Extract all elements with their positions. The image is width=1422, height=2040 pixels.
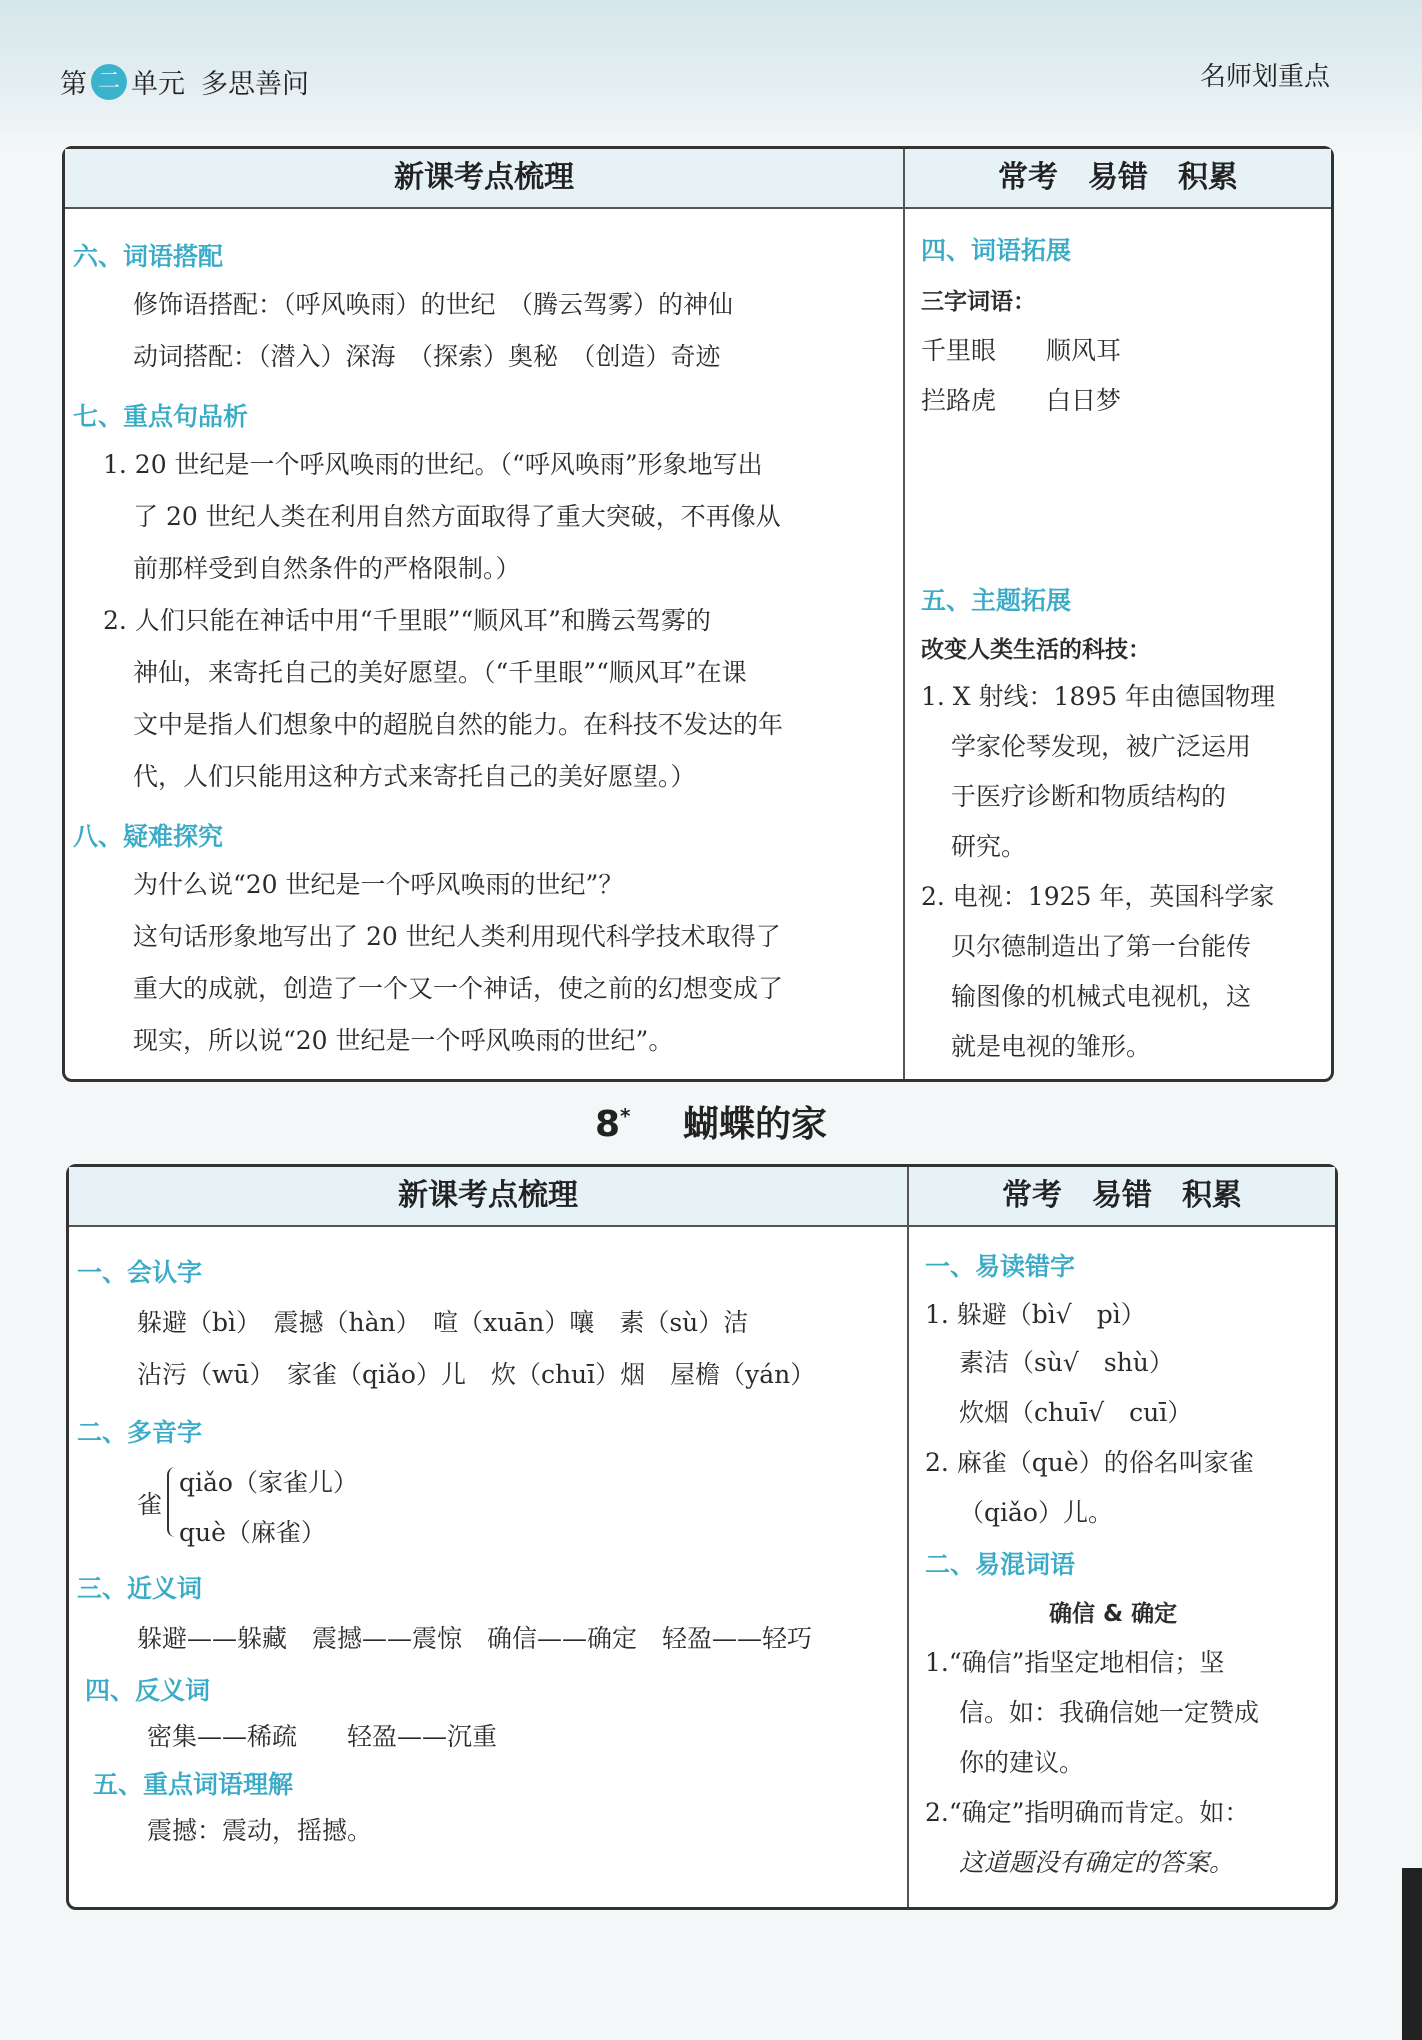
sec8-line: 现实，所以说“20 世纪是一个呼风唤雨的世纪”。 (133, 1026, 674, 1055)
sec5-line: 震撼：震动，摇撼。 (147, 1816, 373, 1845)
unit-prefix: 第 (60, 69, 87, 100)
r-sec2-line: 1.“确信”指坚定地相信；坚 (925, 1648, 1225, 1677)
notes-box-2 (66, 1164, 1338, 1910)
r-sec4-line: 拦路虎 白日梦 (921, 386, 1122, 415)
sec6-heading: 六、词语搭配 (73, 242, 224, 271)
box1-right-heading: 常考 易错 积累 (905, 149, 1331, 209)
r-sec5-line: 学家伦琴发现，被广泛运用 (951, 732, 1252, 761)
lesson-name: 蝴蝶的家 (683, 1104, 828, 1145)
r-sec5-line: 输图像的机械式电视机，这 (951, 982, 1252, 1011)
sec7-line: 神仙，来寄托自己的美好愿望。（“千里眼”“顺风耳”在课 (133, 658, 747, 687)
sec7-heading: 七、重点句品析 (73, 402, 249, 431)
r-sec1-line: 炊烟（chuī√ cuī） (959, 1398, 1193, 1427)
sec7-line: 文中是指人们想象中的超脱自然的能力。在科技不发达的年 (133, 710, 784, 739)
r-sec5-line: 2. 电视：1925 年，英国科学家 (921, 882, 1275, 911)
r-sec5-line: 就是电视的雏形。 (951, 1032, 1152, 1061)
r-sec5-line: 研究。 (951, 832, 1027, 861)
unit-header (60, 62, 309, 101)
r-sec4-line: 千里眼 顺风耳 (921, 336, 1122, 365)
sec6-line: 动词搭配：（潜入）深海 （探索）奥秘 （创造）奇迹 (133, 342, 721, 371)
r-sec2-sub: 确信 & 确定 (1049, 1601, 1178, 1627)
sec7-line: 了 20 世纪人类在利用自然方面取得了重大突破，不再像从 (133, 502, 781, 531)
sec7-line: 前那样受到自然条件的严格限制。） (133, 554, 521, 583)
sec8-line: 为什么说“20 世纪是一个呼风唤雨的世纪”？ (133, 870, 624, 899)
lesson-title (0, 1096, 1422, 1147)
sec6-line: 修饰语搭配：（呼风唤雨）的世纪 （腾云驾雾）的神仙 (133, 290, 734, 319)
box2-divider (907, 1167, 909, 1907)
sec2-line: qiǎo（家雀儿） (179, 1468, 358, 1497)
sec1-heading: 一、会认字 (77, 1258, 203, 1287)
lesson-mark: * (620, 1104, 631, 1128)
sec2-heading: 二、多音字 (77, 1418, 203, 1447)
r-sec2-heading: 二、易混词语 (925, 1550, 1076, 1579)
notes-box-1 (62, 146, 1334, 1082)
sec1-line: 沾污（wū） 家雀（qiǎo）儿 炊（chuī）烟 屋檐（yán） (137, 1360, 816, 1389)
box1-left-heading: 新课考点梳理 (65, 149, 903, 209)
r-sec5-line: 贝尔德制造出了第一台能传 (951, 932, 1252, 961)
brace (167, 1467, 179, 1537)
box2-left-heading: 新课考点梳理 (69, 1167, 907, 1227)
sec2-char: 雀 (137, 1490, 163, 1519)
sec3-heading: 三、近义词 (77, 1574, 203, 1603)
unit-number-badge: 二 (91, 64, 127, 100)
r-sec2-line: 这道题没有确定的答案。 (959, 1848, 1235, 1877)
r-sec1-line: 1. 躲避（bì√ pì） (925, 1300, 1146, 1329)
sec8-line: 这句话形象地写出了 20 世纪人类利用现代科学技术取得了 (133, 922, 781, 951)
sec3-line: 躲避——躲藏 震撼——震惊 确信——确定 轻盈——轻巧 (137, 1624, 813, 1653)
r-sec1-line: （qiǎo）儿。 (959, 1498, 1113, 1527)
r-sec2-line: 你的建议。 (959, 1748, 1085, 1777)
box1-divider (903, 149, 905, 1079)
sec7-line: 代，人们只能用这种方式来寄托自己的美好愿望。） (133, 762, 696, 791)
sec8-line: 重大的成就，创造了一个又一个神话，使之前的幻想变成了 (133, 974, 784, 1003)
r-sec2-line: 2.“确定”指明确而肯定。如： (925, 1798, 1250, 1827)
box2-right-heading: 常考 易错 积累 (909, 1167, 1335, 1227)
unit-title: 多思善问 (201, 69, 309, 100)
r-sec5-sub: 改变人类生活的科技： (921, 637, 1151, 663)
r-sec4-sub: 三字词语： (921, 289, 1036, 315)
r-sec5-heading: 五、主题拓展 (921, 586, 1072, 615)
sec4-line: 密集——稀疏 轻盈——沉重 (147, 1722, 498, 1751)
sec8-heading: 八、疑难探究 (73, 822, 224, 851)
r-sec5-line: 1. X 射线：1895 年由德国物理 (921, 682, 1276, 711)
sec7-line: 1. 20 世纪是一个呼风唤雨的世纪。（“呼风唤雨”形象地写出 (103, 450, 763, 479)
sec1-line: 躲避（bì） 震撼（hàn） 喧（xuān）嚷 素（sù）洁 (137, 1308, 749, 1337)
r-sec1-line: 素洁（sù√ shù） (959, 1348, 1174, 1377)
r-sec1-line: 2. 麻雀（què）的俗名叫家雀 (925, 1448, 1254, 1477)
sec5-heading: 五、重点词语理解 (93, 1770, 294, 1799)
unit-suffix: 单元 (131, 69, 185, 100)
sec2-line: què（麻雀） (179, 1518, 326, 1547)
r-sec4-heading: 四、词语拓展 (921, 236, 1072, 265)
lesson-number: 8 (594, 1104, 621, 1145)
sec4-heading: 四、反义词 (85, 1676, 211, 1705)
r-sec2-line: 信。如：我确信她一定赞成 (959, 1698, 1260, 1727)
page-edge-mark (1402, 1868, 1422, 2040)
sec7-line: 2. 人们只能在神话中用“千里眼”“顺风耳”和腾云驾雾的 (103, 606, 711, 635)
r-sec5-line: 于医疗诊断和物质结构的 (951, 782, 1227, 811)
r-sec1-heading: 一、易读错字 (925, 1252, 1076, 1281)
section-header: 名师划重点 (1199, 62, 1330, 92)
